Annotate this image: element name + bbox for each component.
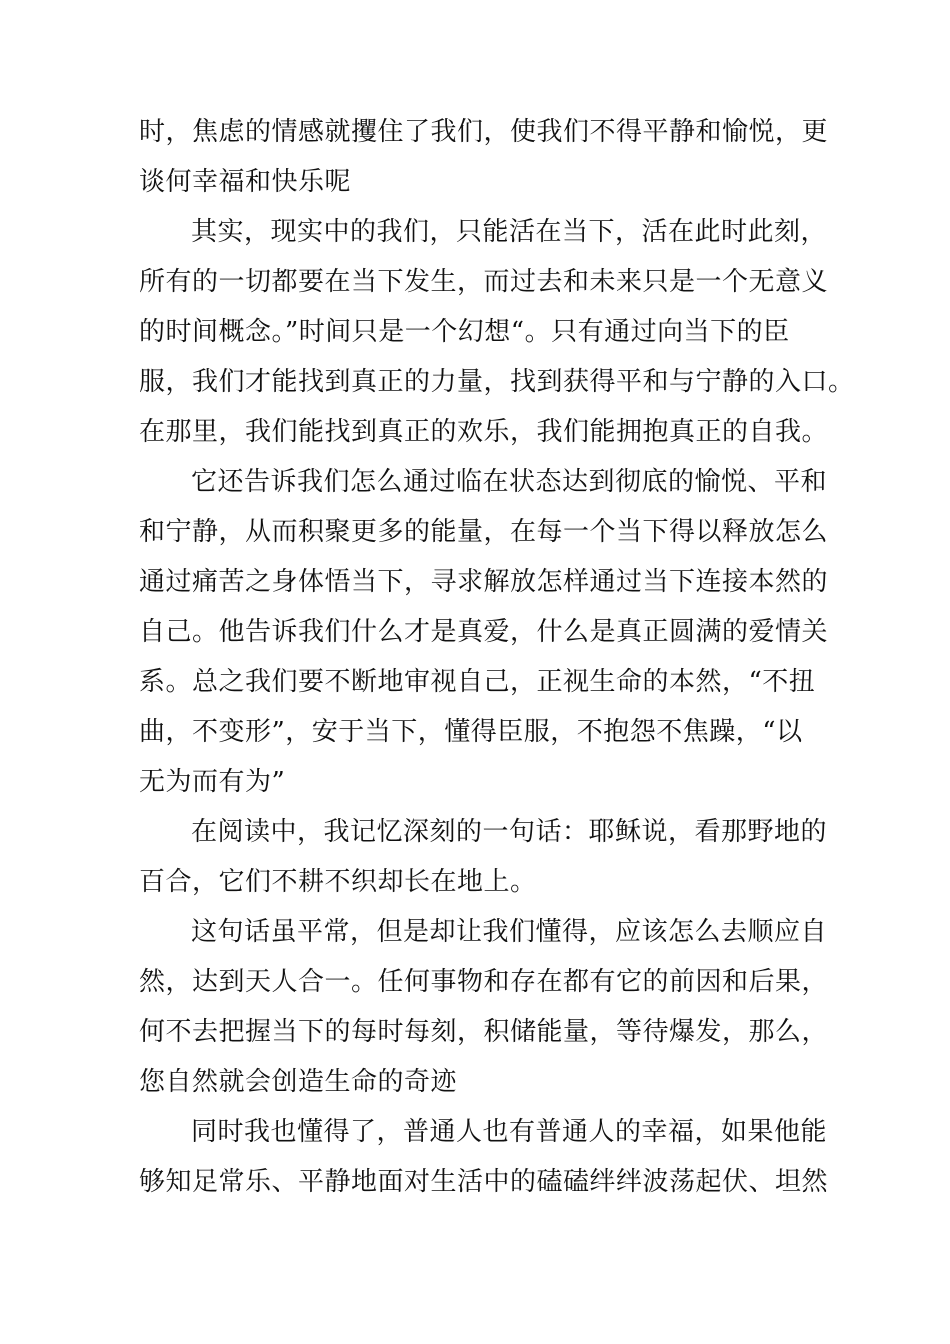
text-line-11: 自己。他告诉我们什么才是真爱，什么是真正圆满的爱情关 — [139, 617, 829, 647]
text-line-1: 时，焦虑的情感就攫住了我们，使我们不得平静和愉悦，更 — [139, 117, 829, 147]
text-line-14: 无为而有为” — [139, 767, 286, 797]
paragraph-start-line-3: 其实，现实中的我们，只能活在当下，活在此时此刻， — [191, 217, 828, 247]
text-line-20: 您自然就会创造生命的奇迹 — [139, 1067, 458, 1097]
text-line-4: 所有的一切都要在当下发生，而过去和未来只是一个无意义 — [139, 267, 829, 297]
text-line-13: 曲，不变形”，安于当下，懂得臣服，不抱怨不焦躁，“以 — [139, 717, 803, 747]
text-line-7: 在那里，我们能找到真正的欢乐，我们能拥抱真正的自我。 — [139, 417, 829, 447]
text-line-18: 然，达到天人合一。任何事物和存在都有它的前因和后果， — [139, 967, 829, 997]
paragraph-start-line-21: 同时我也懂得了，普通人也有普通人的幸福，如果他能 — [191, 1117, 828, 1147]
paragraph-start-line-8: 它还告诉我们怎么通过临在状态达到彻底的愉悦、平和 — [191, 467, 828, 497]
text-line-16: 百合，它们不耕不织却长在地上。 — [139, 867, 537, 897]
text-line-9: 和宁静，从而积聚更多的能量，在每一个当下得以释放怎么 — [139, 517, 829, 547]
text-line-5: 的时间概念。”时间只是一个幻想“。只有通过向当下的臣 — [139, 317, 790, 347]
text-line-2: 谈何幸福和快乐呢 — [139, 167, 352, 197]
paragraph-start-line-17: 这句话虽平常，但是却让我们懂得，应该怎么去顺应自 — [191, 917, 828, 947]
text-line-12: 系。总之我们要不断地审视自己，正视生命的本然，“不扭 — [139, 667, 816, 697]
text-line-10: 通过痛苦之身体悟当下，寻求解放怎样通过当下连接本然的 — [139, 567, 829, 597]
text-line-19: 何不去把握当下的每时每刻，积储能量，等待爆发，那么， — [139, 1017, 829, 1047]
paragraph-start-line-15: 在阅读中，我记忆深刻的一句话：耶稣说，看那野地的 — [191, 817, 828, 847]
text-line-22: 够知足常乐、平静地面对生活中的磕磕绊绊波荡起伏、坦然 — [139, 1167, 829, 1197]
text-line-6: 服，我们才能找到真正的力量，找到获得平和与宁静的入口。 — [139, 367, 855, 397]
